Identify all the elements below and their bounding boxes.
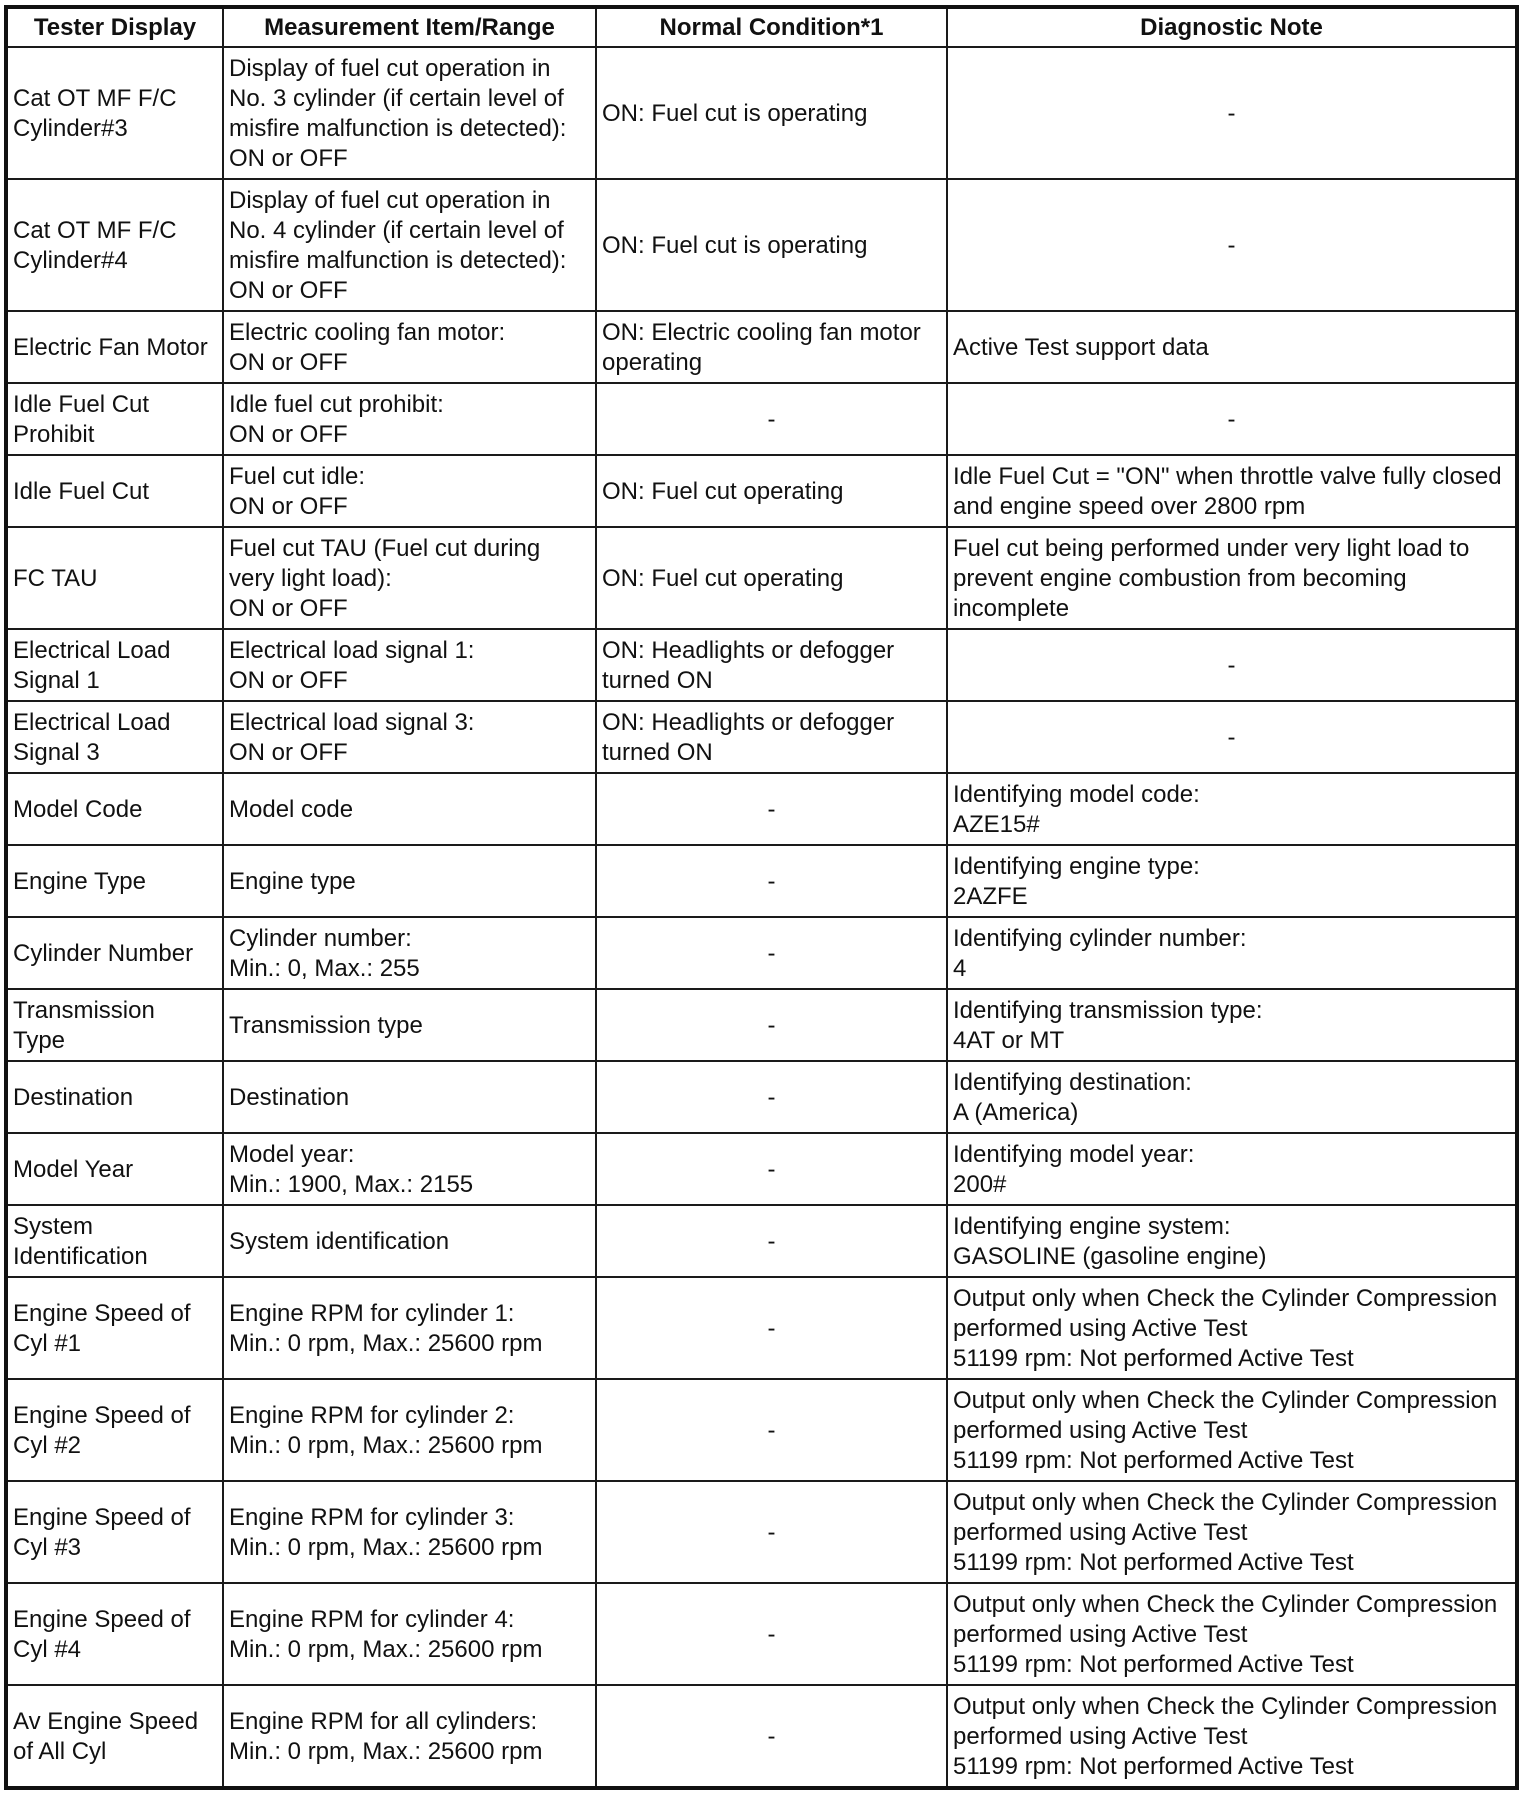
cell-measurement-item: Model code xyxy=(223,773,596,845)
cell-normal-condition: ON: Electric cooling fan motor operating xyxy=(596,311,947,383)
cell-diagnostic-note: Identifying destination: A (America) xyxy=(947,1061,1517,1133)
cell-diagnostic-note: Fuel cut being performed under very light load to prevent engine combustion from becoming incomplete xyxy=(947,527,1517,629)
cell-measurement-item: Engine RPM for cylinder 3: Min.: 0 rpm, Max.: 25600 rpm xyxy=(223,1481,596,1583)
cell-normal-condition: - xyxy=(596,1685,947,1788)
cell-tester-display: Cylinder Number xyxy=(6,917,223,989)
header-row xyxy=(6,7,1517,47)
table-row xyxy=(6,1133,1517,1205)
header-tester-display: Tester Display xyxy=(6,7,223,47)
cell-tester-display: Destination xyxy=(6,1061,223,1133)
cell-diagnostic-note: Identifying transmission type: 4AT or MT xyxy=(947,989,1517,1061)
cell-normal-condition: - xyxy=(596,1481,947,1583)
cell-measurement-item: Engine RPM for cylinder 1: Min.: 0 rpm, Max.: 25600 rpm xyxy=(223,1277,596,1379)
data-list-table-container xyxy=(4,5,1515,1790)
cell-diagnostic-note: - xyxy=(947,47,1517,179)
table-row xyxy=(6,917,1517,989)
cell-tester-display: Cat OT MF F/C Cylinder#3 xyxy=(6,47,223,179)
cell-diagnostic-note: Identifying engine type: 2AZFE xyxy=(947,845,1517,917)
cell-diagnostic-note: Identifying model code: AZE15# xyxy=(947,773,1517,845)
cell-tester-display: Engine Speed of Cyl #2 xyxy=(6,1379,223,1481)
cell-normal-condition: ON: Headlights or defogger turned ON xyxy=(596,701,947,773)
cell-tester-display: Model Code xyxy=(6,773,223,845)
data-list-table xyxy=(4,5,1519,1790)
table-row xyxy=(6,527,1517,629)
cell-diagnostic-note: - xyxy=(947,701,1517,773)
cell-tester-display: Idle Fuel Cut Prohibit xyxy=(6,383,223,455)
cell-measurement-item: Engine RPM for cylinder 4: Min.: 0 rpm, Max.: 25600 rpm xyxy=(223,1583,596,1685)
table-row xyxy=(6,1583,1517,1685)
table-row xyxy=(6,455,1517,527)
cell-measurement-item: Electrical load signal 3: ON or OFF xyxy=(223,701,596,773)
cell-measurement-item: Fuel cut TAU (Fuel cut during very light load): ON or OFF xyxy=(223,527,596,629)
cell-measurement-item: Model year: Min.: 1900, Max.: 2155 xyxy=(223,1133,596,1205)
table-header xyxy=(6,7,1517,47)
cell-normal-condition: - xyxy=(596,917,947,989)
cell-measurement-item: Engine RPM for all cylinders: Min.: 0 rpm, Max.: 25600 rpm xyxy=(223,1685,596,1788)
cell-normal-condition: ON: Fuel cut operating xyxy=(596,455,947,527)
cell-measurement-item: Cylinder number: Min.: 0, Max.: 255 xyxy=(223,917,596,989)
cell-tester-display: Engine Speed of Cyl #4 xyxy=(6,1583,223,1685)
header-diagnostic-note: Diagnostic Note xyxy=(947,7,1517,47)
cell-diagnostic-note: - xyxy=(947,383,1517,455)
table-row xyxy=(6,845,1517,917)
cell-normal-condition: ON: Fuel cut is operating xyxy=(596,47,947,179)
cell-tester-display: Idle Fuel Cut xyxy=(6,455,223,527)
cell-tester-display: Av Engine Speed of All Cyl xyxy=(6,1685,223,1788)
cell-diagnostic-note: Idle Fuel Cut = "ON" when throttle valve fully closed and engine speed over 2800 rpm xyxy=(947,455,1517,527)
cell-diagnostic-note: Output only when Check the Cylinder Compression performed using Active Test 51199 rpm: Not performed Active Test xyxy=(947,1481,1517,1583)
cell-normal-condition: ON: Fuel cut operating xyxy=(596,527,947,629)
cell-tester-display: Electric Fan Motor xyxy=(6,311,223,383)
cell-normal-condition: - xyxy=(596,989,947,1061)
cell-normal-condition: - xyxy=(596,1205,947,1277)
table-row xyxy=(6,47,1517,179)
cell-normal-condition: - xyxy=(596,845,947,917)
cell-measurement-item: Destination xyxy=(223,1061,596,1133)
table-row xyxy=(6,629,1517,701)
cell-measurement-item: Transmission type xyxy=(223,989,596,1061)
table-row xyxy=(6,773,1517,845)
table-row xyxy=(6,383,1517,455)
cell-measurement-item: Display of fuel cut operation in No. 4 cylinder (if certain level of misfire malfunction is detected): ON or OFF xyxy=(223,179,596,311)
cell-diagnostic-note: Identifying model year: 200# xyxy=(947,1133,1517,1205)
cell-measurement-item: Engine RPM for cylinder 2: Min.: 0 rpm, Max.: 25600 rpm xyxy=(223,1379,596,1481)
cell-tester-display: Transmission Type xyxy=(6,989,223,1061)
cell-diagnostic-note: - xyxy=(947,179,1517,311)
cell-diagnostic-note: Output only when Check the Cylinder Compression performed using Active Test 51199 rpm: Not performed Active Test xyxy=(947,1277,1517,1379)
cell-normal-condition: - xyxy=(596,1583,947,1685)
cell-tester-display: Model Year xyxy=(6,1133,223,1205)
table-row xyxy=(6,1685,1517,1788)
table-row xyxy=(6,1481,1517,1583)
cell-diagnostic-note: Active Test support data xyxy=(947,311,1517,383)
cell-tester-display: Engine Speed of Cyl #1 xyxy=(6,1277,223,1379)
cell-measurement-item: Idle fuel cut prohibit: ON or OFF xyxy=(223,383,596,455)
cell-normal-condition: - xyxy=(596,1133,947,1205)
table-row xyxy=(6,179,1517,311)
cell-tester-display: Engine Type xyxy=(6,845,223,917)
cell-diagnostic-note: Identifying engine system: GASOLINE (gasoline engine) xyxy=(947,1205,1517,1277)
table-body xyxy=(6,47,1517,1788)
cell-measurement-item: Engine type xyxy=(223,845,596,917)
cell-diagnostic-note: Identifying cylinder number: 4 xyxy=(947,917,1517,989)
cell-tester-display: FC TAU xyxy=(6,527,223,629)
header-normal-condition: Normal Condition*1 xyxy=(596,7,947,47)
cell-diagnostic-note: Output only when Check the Cylinder Compression performed using Active Test 51199 rpm: Not performed Active Test xyxy=(947,1379,1517,1481)
cell-tester-display: Electrical Load Signal 3 xyxy=(6,701,223,773)
cell-diagnostic-note: Output only when Check the Cylinder Compression performed using Active Test 51199 rpm: Not performed Active Test xyxy=(947,1583,1517,1685)
cell-normal-condition: - xyxy=(596,383,947,455)
cell-tester-display: Engine Speed of Cyl #3 xyxy=(6,1481,223,1583)
table-row xyxy=(6,1205,1517,1277)
table-row xyxy=(6,1277,1517,1379)
cell-tester-display: System Identification xyxy=(6,1205,223,1277)
table-row xyxy=(6,989,1517,1061)
header-measurement-item: Measurement Item/Range xyxy=(223,7,596,47)
cell-normal-condition: - xyxy=(596,773,947,845)
cell-diagnostic-note: Output only when Check the Cylinder Compression performed using Active Test 51199 rpm: Not performed Active Test xyxy=(947,1685,1517,1788)
cell-measurement-item: Fuel cut idle: ON or OFF xyxy=(223,455,596,527)
cell-measurement-item: Electrical load signal 1: ON or OFF xyxy=(223,629,596,701)
cell-normal-condition: ON: Fuel cut is operating xyxy=(596,179,947,311)
table-row xyxy=(6,1061,1517,1133)
cell-normal-condition: - xyxy=(596,1379,947,1481)
table-row xyxy=(6,701,1517,773)
cell-normal-condition: ON: Headlights or defogger turned ON xyxy=(596,629,947,701)
cell-normal-condition: - xyxy=(596,1277,947,1379)
cell-measurement-item: System identification xyxy=(223,1205,596,1277)
table-row xyxy=(6,1379,1517,1481)
table-row xyxy=(6,311,1517,383)
cell-measurement-item: Electric cooling fan motor: ON or OFF xyxy=(223,311,596,383)
cell-measurement-item: Display of fuel cut operation in No. 3 cylinder (if certain level of misfire malfunction is detected): ON or OFF xyxy=(223,47,596,179)
cell-tester-display: Cat OT MF F/C Cylinder#4 xyxy=(6,179,223,311)
cell-diagnostic-note: - xyxy=(947,629,1517,701)
cell-tester-display: Electrical Load Signal 1 xyxy=(6,629,223,701)
cell-normal-condition: - xyxy=(596,1061,947,1133)
